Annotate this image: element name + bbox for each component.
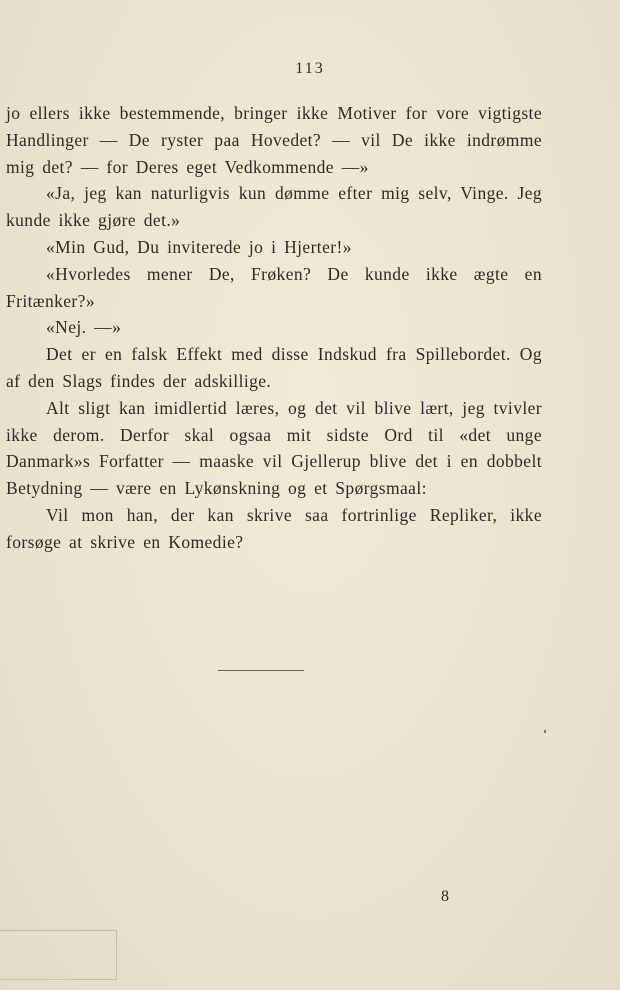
paragraph-8: Vil mon han, der kan skrive saa fortrinlige Repliker, ikke forsøge at skrive en Komedie?	[6, 504, 542, 552]
section-divider-rule	[218, 670, 304, 671]
paragraph-1: jo ellers ikke bestemmende, bringer ikke Motiver for vore vigtigste Handlinger — De ryster paa Hovedet? — vil De ikke indrømme mig det? — for Deres eget Vedkommende —»	[6, 103, 542, 177]
paragraph-7: Alt sligt kan imidlertid læres, og det vil blive lært, jeg tvivler ikke derom. Derfor skal ogsaa mit sidste Ord til «det unge Danmark»s Forfatter — maaske vil Gjellerup blive det i en dobbelt Betydning — være en Lykønskning og et Spørgsmaal:	[6, 397, 542, 499]
paragraph-5: «Nej. —»	[46, 317, 122, 338]
paper-speck	[544, 730, 546, 733]
paragraph-2: «Ja, jeg kan naturligvis kun dømme efter mig selv, Vinge. Jeg kunde ikke gjøre det.»	[6, 183, 542, 231]
page-number: 113	[295, 60, 325, 77]
paragraph-3: «Min Gud, Du inviterede jo i Hjerter!»	[46, 236, 352, 257]
signature-mark-number: 8	[441, 888, 449, 905]
body-text	[6, 100, 542, 556]
paragraph-6: Det er en falsk Effekt med disse Indskud fra Spillebordet. Og af den Slags findes der adskillige.	[6, 344, 542, 391]
paragraph-4: «Hvorledes mener De, Frøken? De kunde ikke ægte en Fritænker?»	[6, 263, 542, 311]
library-label-outline	[0, 930, 117, 980]
